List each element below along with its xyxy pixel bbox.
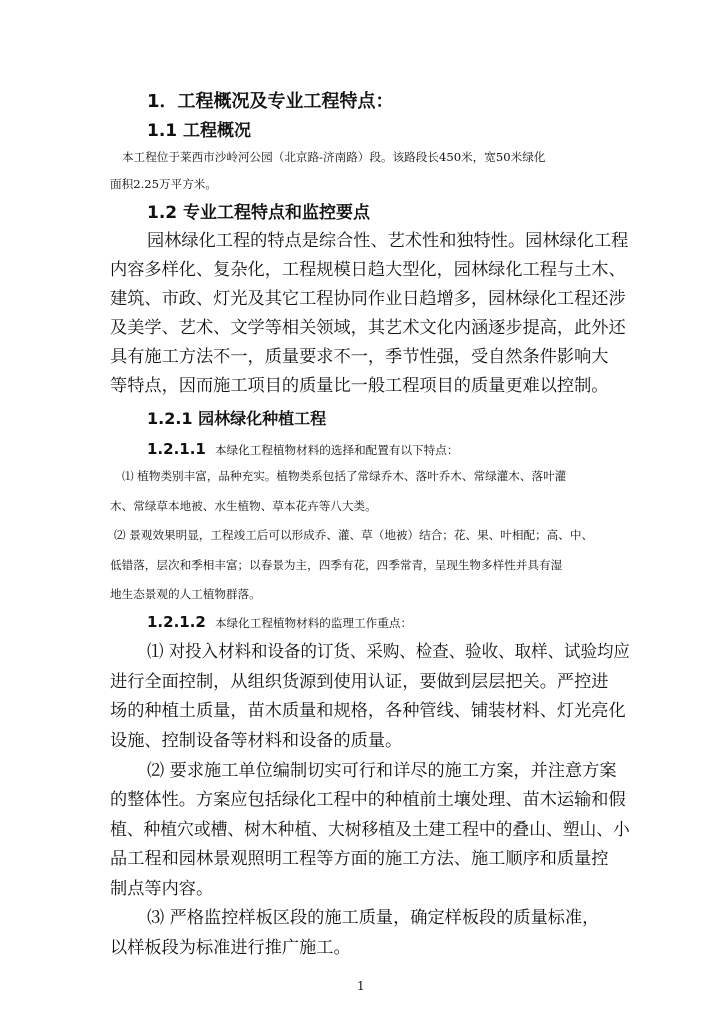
overview-line: 本工程位于莱西市沙岭河公园（北京路-济南路）段。该路段长450米，宽50米绿化 <box>122 150 546 164</box>
heading-1-2-1: 1.2.1 园林绿化种植工程 <box>147 409 327 428</box>
supervision-line: 设施、控制设备等材料和设备的质量。 <box>110 731 403 751</box>
heading-1: 1．工程概况及专业工程特点： <box>147 91 394 112</box>
section-number: 1.2.1.1 <box>147 440 206 458</box>
supervision-line: 植、种植穴或槽、树木种植、大树移植及土建工程中的叠山、塑山、小 <box>110 820 630 840</box>
supervision-line: 制点等内容。 <box>110 879 214 899</box>
section-1-2-1-1 <box>147 441 458 457</box>
heading-1-2: 1.2 专业工程特点和监控要点 <box>147 203 371 223</box>
supervision-line: ⑶ 严格监控样板区段的施工质量，确定样板段的质量标准， <box>147 908 600 928</box>
features-line: 等特点，因而施工项目的质量比一般工程项目的质量更难以控制。 <box>110 376 609 396</box>
features-line: 内容多样化、复杂化，工程规模日趋大型化，园林绿化工程与土木、 <box>110 260 626 280</box>
supervision-line: 进行全面控制，从组织货源到使用认证，要做到层层把关。严控进 <box>110 672 609 692</box>
section-1-2-1-2 <box>147 614 412 630</box>
features-line: 园林绿化工程的特点是综合性、艺术性和独特性。园林绿化工程 <box>147 231 629 251</box>
section-number: 1.2.1.2 <box>147 613 206 631</box>
features-line: 具有施工方法不一，质量要求不一，季节性强，受自然条件影响大 <box>110 347 609 367</box>
supervision-line: 的整体性。方案应包括绿化工程中的种植前土壤处理、苗木运输和假 <box>110 790 626 810</box>
features-line: 建筑、市政、灯光及其它工程协同作业日趋增多，园林绿化工程还涉 <box>110 289 626 309</box>
overview-line: 面积2.25万平方米。 <box>110 177 217 191</box>
section-intro: 本绿化工程植物材料的选择和配置有以下特点： <box>214 443 459 457</box>
section-intro: 本绿化工程植物材料的监理工作重点： <box>214 616 413 630</box>
supervision-line: 场的种植土质量，苗木质量和规格，各种管线、铺装材料、灯光亮化 <box>110 701 626 721</box>
page-number: 1 <box>357 979 365 993</box>
plant-item-line: ⑵ 景观效果明显，工程竣工后可以形成乔、灌、草（地被）结合；花、果、叶相配；高、中、 <box>114 528 594 542</box>
supervision-line: ⑵ 要求施工单位编制切实可行和详尽的施工方案，并注意方案 <box>147 761 617 781</box>
supervision-line: ⑴ 对投入材料和设备的订货、采购、检查、验收、取样、试验均应 <box>147 642 630 662</box>
plant-item-line: ⑴ 植物类别丰富，品种充实。植物类系包括了常绿乔木、落叶乔木、常绿灌木、落叶灌 <box>122 469 567 483</box>
heading-1-1: 1.1 工程概况 <box>147 121 252 141</box>
plant-item-line: 地生态景观的人工植物群落。 <box>110 587 261 601</box>
supervision-line: 品工程和园林景观照明工程等方面的施工方法、施工顺序和质量控 <box>110 849 609 869</box>
features-line: 及美学、艺术、文学等相关领域，其艺术文化内涵逐步提高，此外还 <box>110 318 626 338</box>
plant-item-line: 低错落，层次和季相丰富；以春景为主，四季有花，四季常青，呈现生物多样性并具有湿 <box>110 558 563 572</box>
supervision-line: 以样板段为标准进行推广施工。 <box>110 938 351 958</box>
plant-item-line: 木、常绿草本地被、水生植物、草本花卉等八大类。 <box>110 499 377 513</box>
